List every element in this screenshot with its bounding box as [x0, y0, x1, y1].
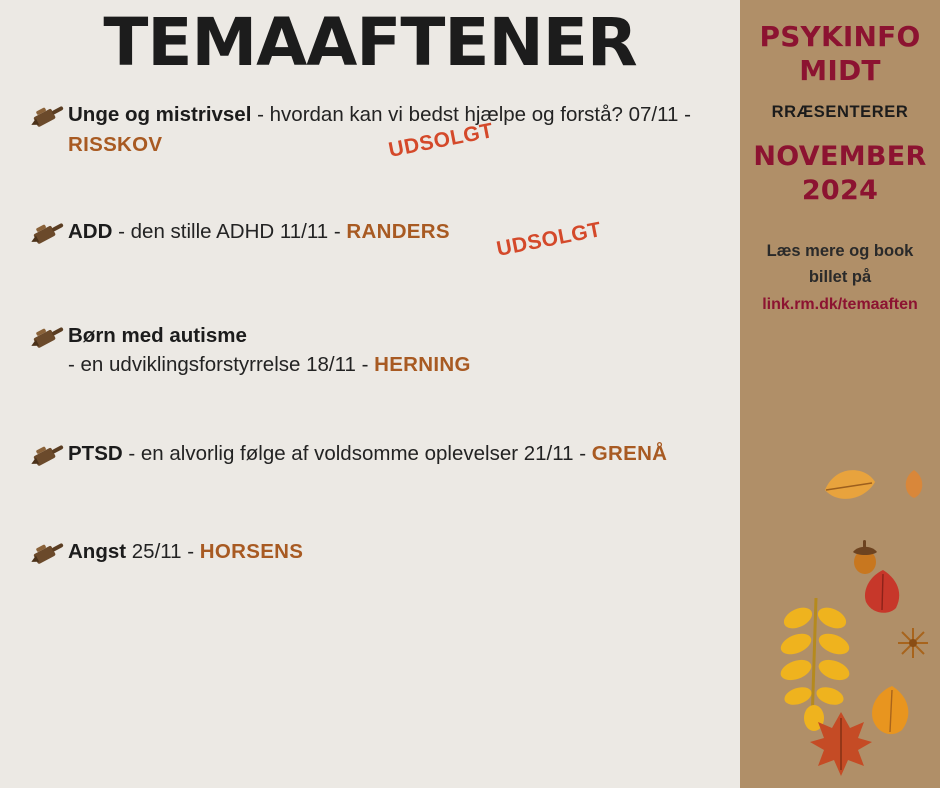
pushpin-icon	[28, 324, 68, 358]
event-title: Angst	[68, 540, 127, 564]
status-badge: UDSOLGT	[494, 217, 604, 261]
event-description: - en alvorlig følge af voldsomme oplevelser 21/11 -	[122, 442, 592, 466]
leaf-icon	[900, 468, 928, 500]
event-text	[68, 438, 667, 469]
list-item	[28, 320, 720, 380]
maple-leaf-icon	[806, 708, 876, 778]
pushpin-icon	[28, 103, 68, 137]
event-city: GRENÅ	[591, 442, 668, 466]
pushpin-icon	[28, 220, 68, 254]
event-title: PTSD	[68, 442, 123, 466]
compound-leaf-icon	[768, 592, 858, 732]
pushpin-icon	[28, 442, 68, 476]
event-text	[68, 536, 303, 567]
event-city: RISSKOV	[68, 133, 163, 157]
presents-label: RRÆSENTERER	[771, 103, 909, 122]
year-label: 2024	[801, 174, 879, 206]
autumn-leaves-decoration	[740, 440, 940, 788]
booking-info	[740, 238, 940, 318]
event-description: - den stille ADHD 11/11 -	[112, 219, 347, 243]
event-description: 25/11 -	[126, 540, 200, 564]
event-text	[68, 320, 471, 380]
brand-line-1: PSYKINFO	[759, 20, 921, 53]
event-city: HERNING	[374, 353, 471, 377]
month-label: NOVEMBER	[753, 141, 927, 173]
event-description: - hvordan kan vi bedst hjælpe og forstå? 07/11 -	[251, 103, 691, 127]
leaf-icon	[860, 568, 906, 616]
event-title: ADD	[68, 219, 113, 243]
status-badge: UDSOLGT	[386, 119, 496, 163]
page-title: TEMAAFTENER	[103, 4, 637, 81]
brand-line-2: MIDT	[799, 53, 881, 87]
leaf-icon	[868, 684, 916, 738]
list-item	[28, 438, 720, 482]
event-city: HORSENS	[199, 540, 304, 564]
event-city: RANDERS	[346, 219, 450, 243]
list-item	[28, 216, 720, 260]
pushpin-icon	[28, 540, 68, 574]
month-year	[740, 140, 940, 208]
list-item	[28, 99, 720, 163]
event-text	[68, 216, 450, 247]
event-title: Unge og mistrivsel	[68, 103, 252, 127]
leaf-icon	[820, 460, 880, 510]
brand-name	[740, 0, 940, 87]
booking-link[interactable]: link.rm.dk/temaaften	[762, 296, 918, 314]
booking-line-1: Læs mere og book	[766, 241, 914, 260]
acorn-icon	[848, 536, 882, 576]
event-list	[0, 99, 740, 580]
list-item	[28, 536, 720, 580]
event-title: Børn med autisme	[68, 323, 247, 347]
poster-sidebar	[740, 0, 940, 788]
seed-pod-icon	[896, 626, 930, 660]
event-description: - en udviklingsforstyrrelse 18/11 -	[68, 353, 375, 377]
booking-line-2: billet på	[808, 268, 872, 287]
